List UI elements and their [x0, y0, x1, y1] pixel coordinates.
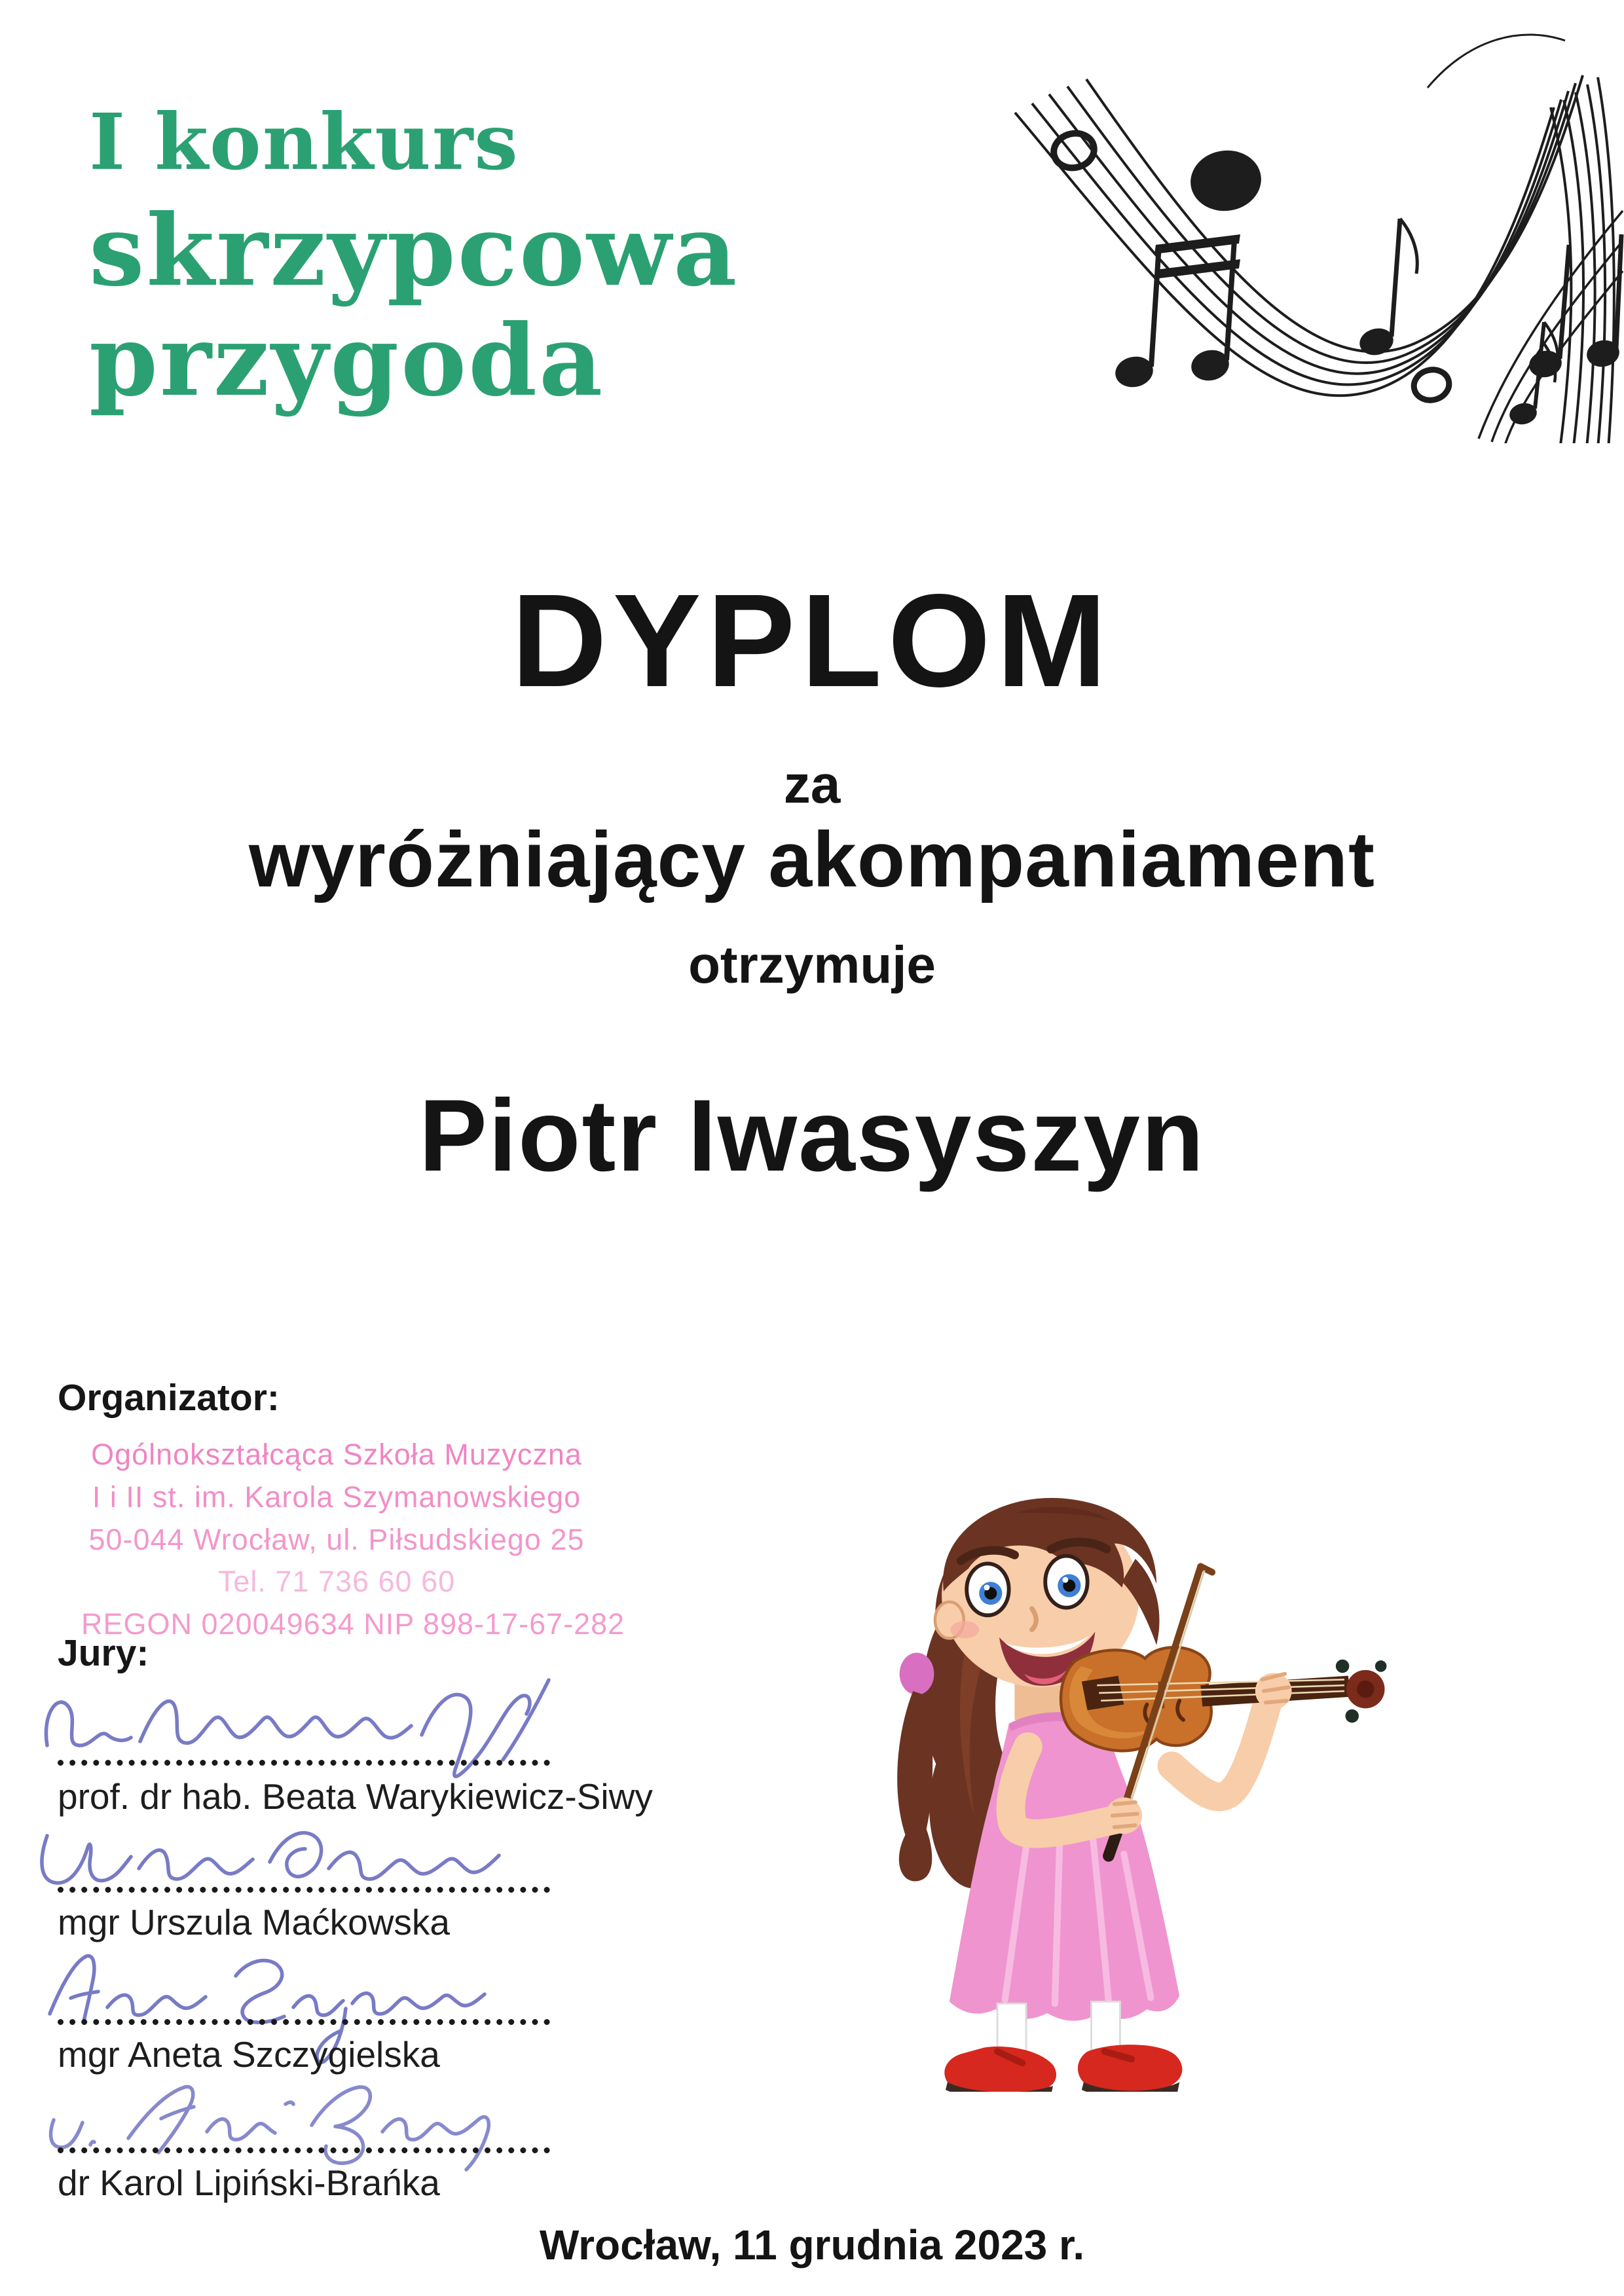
- competition-title: [89, 96, 739, 418]
- violin: [1061, 1647, 1386, 1751]
- violin-peg-3: [1375, 1660, 1387, 1672]
- competition-title-line3: przygoda: [89, 303, 605, 418]
- jury-member-name-1: prof. dr hab. Beata Warykiewicz-Siwy: [58, 1776, 653, 1817]
- place-and-date: Wrocław, 11 grudnia 2023 r.: [539, 2221, 1085, 2269]
- jury-member-name-2: mgr Urszula Maćkowska: [58, 1902, 451, 1942]
- recipient-name: Piotr Iwasyszyn: [418, 1079, 1206, 1193]
- signature-line-1: [58, 1760, 550, 1766]
- diploma-otrzymuje-word: otrzymuje: [688, 936, 936, 994]
- girl-ponytail-tail: [897, 1691, 932, 1882]
- jury-label: Jury:: [58, 1632, 149, 1674]
- signature-line-2: [58, 1887, 550, 1893]
- girl-hair-scrunchie: [900, 1652, 934, 1694]
- diploma-heading: DYPLOM: [511, 566, 1113, 714]
- stamp-line-address: 50-044 Wrocław, ul. Piłsudskiego 25: [88, 1522, 585, 1556]
- violin-peg-2: [1345, 1709, 1358, 1722]
- music-notes-illustration: [969, 14, 1624, 443]
- stamp-line-school-patron: I i II st. im. Karola Szymanowskiego: [92, 1480, 581, 1514]
- girl-shoes: [944, 2045, 1182, 2092]
- staff-lines: [1015, 35, 1623, 443]
- girl-blush: [950, 1621, 979, 1638]
- competition-title-line1: I konkurs: [89, 96, 519, 187]
- stamp-line-phone: Tel. 71 736 60 60: [217, 1565, 456, 1599]
- stamp-line-school-name: Ogólnokształcąca Szkoła Muzyczna: [91, 1438, 582, 1471]
- signature-warykiewicz-siwy: [34, 1662, 558, 1793]
- diploma-za-word: za: [783, 755, 841, 814]
- organizer-stamp: [81, 1434, 625, 1646]
- signature-line-3: [58, 2019, 550, 2025]
- girl-playing-violin-illustration: [863, 1478, 1400, 2092]
- signature-line-4: [58, 2147, 550, 2153]
- jury-member-name-3: mgr Aneta Szczygielska: [58, 2034, 440, 2075]
- competition-title-line2: skrzypcowa: [89, 193, 739, 308]
- jury-member-name-4: dr Karol Lipiński-Brańka: [58, 2162, 440, 2203]
- organizer-label: Organizator:: [58, 1377, 280, 1419]
- violin-peg-1: [1336, 1660, 1349, 1673]
- girl-left-hand: [1255, 1673, 1292, 1709]
- diploma-achievement: wyróżniający akompaniament: [249, 816, 1375, 903]
- stamp-line-regon-nip: REGON 020049634 NIP 898-17-67-282: [81, 1607, 625, 1641]
